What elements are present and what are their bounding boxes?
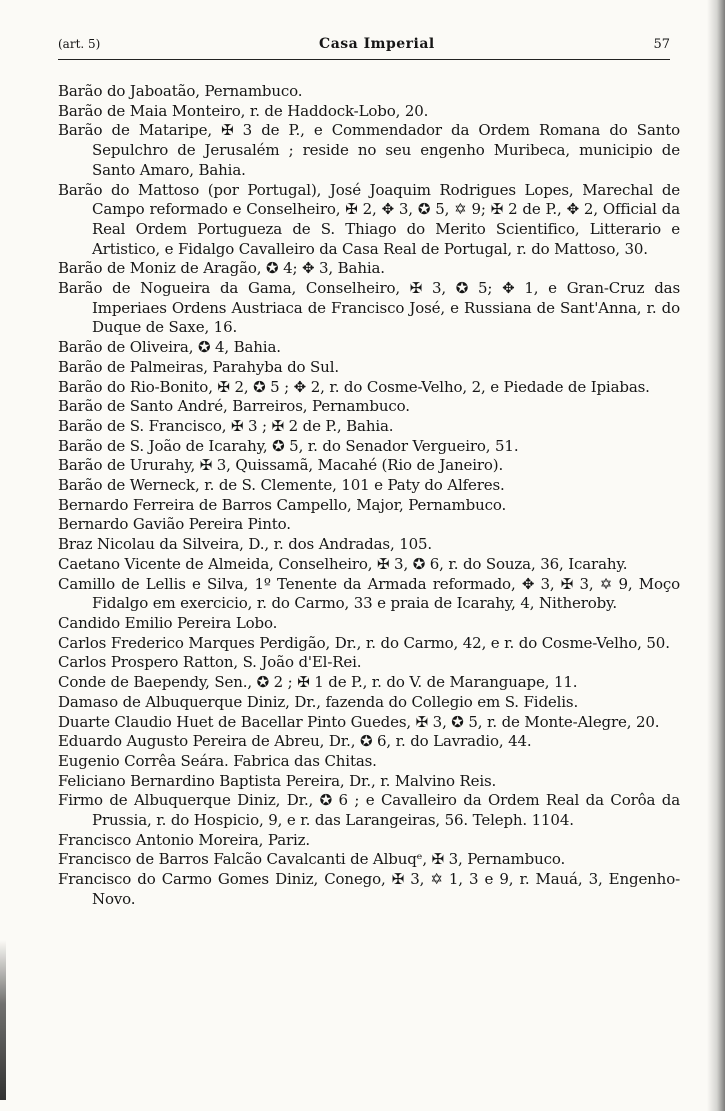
- directory-entry: Francisco Antonio Moreira, Pariz.: [58, 830, 311, 849]
- directory-entry: Barão de S. João de Icarahy, ✪ 5, r. do Senador Vergueiro, 51.: [58, 436, 519, 455]
- directory-entry: Duarte Claudio Huet de Bacellar Pinto Guedes, ✠ 3, ✪ 5, r. de Monte-Alegre, 20.: [58, 712, 660, 731]
- directory-entry: Braz Nicolau da Silveira, D., r. dos Andradas, 105.: [58, 535, 433, 554]
- directory-entry: Francisco do Carmo Gomes Diniz, Conego, ✠ 3, ✡ 1, 3 e 9, r. Mauá, 3, Engenho-Novo.: [58, 870, 680, 908]
- directory-entry: Barão do Mattoso (por Portugal), José Joaquim Rodrigues Lopes, Marechal de Campo reformado e Conselheiro, ✠ 2, ✥ 3, ✪ 5, ✡ 9; ✠ 2 de P., ✥ 2, Official da Real Ordem Portugueza de S. Thiago do Merito Scientifico, Litterario e Artistico, e Fidalgo Cavalleiro da Casa Real de Portugal, r. do Mattoso, 30.: [58, 180, 680, 258]
- directory-entry: Barão de Moniz de Aragão, ✪ 4; ✥ 3, Bahia.: [58, 259, 385, 278]
- scan-shadow-right: [707, 0, 725, 1111]
- directory-entry: Barão de Palmeiras, Parahyba do Sul.: [58, 357, 339, 376]
- scan-shadow-left: [0, 940, 6, 1100]
- directory-entry: Barão de Maia Monteiro, r. de Haddock-Lobo, 20.: [58, 101, 429, 120]
- header-rule: [58, 59, 670, 60]
- directory-entry: Barão de Werneck, r. de S. Clemente, 101 e Paty do Alferes.: [58, 476, 505, 495]
- directory-entry: Firmo de Albuquerque Diniz, Dr., ✪ 6 ; e Cavalleiro da Ordem Real da Corôa da Prussia, r. do Hospicio, 9, e r. das Larangeiras, 56. Teleph. 1104.: [58, 791, 680, 830]
- directory-entry: Barão de Ururahy, ✠ 3, Quissamã, Macahé (Rio de Janeiro).: [58, 456, 504, 475]
- directory-entry: Francisco de Barros Falcão Cavalcanti de Albuqᵉ, ✠ 3, Pernambuco.: [58, 850, 566, 869]
- directory-entry: Damaso de Albuquerque Diniz, Dr., fazenda do Collegio em S. Fidelis.: [58, 692, 579, 711]
- running-header: [58, 36, 670, 58]
- header-section-ref: (art. 5): [58, 37, 101, 51]
- directory-entry: Barão de Nogueira da Gama, Conselheiro, ✠ 3, ✪ 5; ✥ 1, e Gran-Cruz das Imperiaes Ordens Austriaca de Francisco José, e Russiana de Sant'Anna, r. do Duque de Saxe, 16.: [58, 279, 680, 337]
- directory-entry: Conde de Baependy, Sen., ✪ 2 ; ✠ 1 de P., r. do V. de Maranguape, 11.: [58, 673, 578, 692]
- directory-entry: Carlos Frederico Marques Perdigão, Dr., r. do Carmo, 42, e r. do Cosme-Velho, 50.: [58, 633, 670, 652]
- directory-entry: Eugenio Corrêa Seára. Fabrica das Chitas.: [58, 751, 377, 770]
- directory-entry: Bernardo Ferreira de Barros Campello, Major, Pernambuco.: [58, 495, 507, 514]
- directory-entry: Barão do Jaboatão, Pernambuco.: [58, 82, 303, 100]
- directory-entry: Barão de Santo André, Barreiros, Pernambuco.: [58, 397, 410, 416]
- directory-entry: Barão de Mataripe, ✠ 3 de P., e Commendador da Ordem Romana do Santo Sepulchro de Jerusalém ; reside no seu engenho Muribeca, municipio de Santo Amaro, Bahia.: [58, 121, 680, 179]
- directory-entry: Bernardo Gavião Pereira Pinto.: [58, 515, 291, 534]
- directory-entry: Barão do Rio-Bonito, ✠ 2, ✪ 5 ; ✥ 2, r. do Cosme-Velho, 2, e Piedade de Ipiabas.: [58, 377, 650, 396]
- directory-entry: Feliciano Bernardino Baptista Pereira, Dr., r. Malvino Reis.: [58, 771, 497, 790]
- header-title: Casa Imperial: [319, 36, 435, 52]
- directory-entry: Caetano Vicente de Almeida, Conselheiro, ✠ 3, ✪ 6, r. do Souza, 36, Icarahy.: [58, 554, 628, 573]
- directory-entry: Candido Emilio Pereira Lobo.: [58, 613, 278, 632]
- directory-entry: Barão de S. Francisco, ✠ 3 ; ✠ 2 de P., Bahia.: [58, 416, 394, 435]
- directory-entries: [58, 82, 680, 910]
- directory-entry: Barão de Oliveira, ✪ 4, Bahia.: [58, 338, 281, 357]
- page-number: 57: [653, 37, 670, 52]
- directory-entry: Camillo de Lellis e Silva, 1º Tenente da Armada reformado, ✥ 3, ✠ 3, ✡ 9, Moço Fidalgo em exercicio, r. do Carmo, 33 e praia de Icarahy, 4, Nitheroby.: [58, 574, 680, 613]
- directory-entry: Carlos Prospero Ratton, S. João d'El-Rei.: [58, 653, 362, 672]
- directory-entry: Eduardo Augusto Pereira de Abreu, Dr., ✪ 6, r. do Lavradio, 44.: [58, 732, 532, 751]
